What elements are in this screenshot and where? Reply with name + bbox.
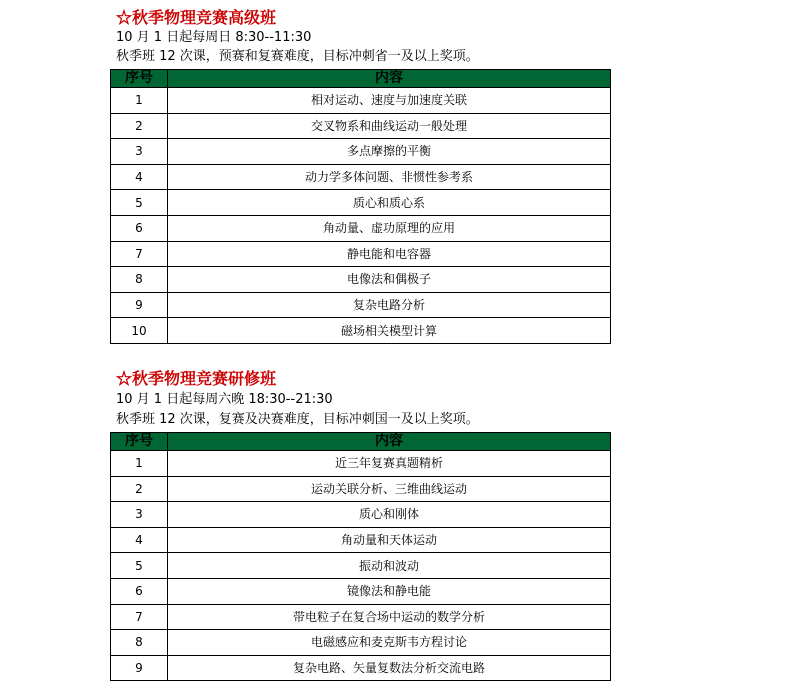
row-number: 5 — [111, 553, 168, 579]
schedule-text: 10 月 1 日起每周六晚 18:30--21:30 — [116, 392, 333, 407]
row-content: 相对运动、速度与加速度关联 — [168, 88, 611, 114]
row-content: 带电粒子在复合场中运动的数学分析 — [168, 604, 611, 630]
course-table — [110, 69, 611, 344]
row-content: 复杂电路、矢量复数法分析交流电路 — [168, 655, 611, 681]
table-row — [111, 476, 611, 502]
row-number: 6 — [111, 215, 168, 241]
row-number: 7 — [111, 604, 168, 630]
column-header-content: 内容 — [168, 433, 611, 451]
section-title: ☆秋季物理竞赛研修班 — [116, 369, 277, 388]
table-row — [111, 604, 611, 630]
row-content: 角动量、虚功原理的应用 — [168, 215, 611, 241]
description-text: 秋季班 12 次课，预赛和复赛难度，目标冲刺省一及以上奖项。 — [116, 49, 479, 64]
table-row — [111, 630, 611, 656]
table-row — [111, 113, 611, 139]
table-row — [111, 655, 611, 681]
column-header-number: 序号 — [111, 70, 168, 88]
table-row — [111, 215, 611, 241]
row-number: 8 — [111, 267, 168, 293]
row-number: 2 — [111, 113, 168, 139]
table-row — [111, 190, 611, 216]
table-row — [111, 292, 611, 318]
column-header-content: 内容 — [168, 70, 611, 88]
table-row — [111, 553, 611, 579]
schedule-text: 10 月 1 日起每周日 8:30--11:30 — [116, 30, 312, 45]
description-text: 秋季班 12 次课，复赛及决赛难度，目标冲刺国一及以上奖项。 — [116, 412, 479, 427]
row-content: 运动关联分析、三维曲线运动 — [168, 476, 611, 502]
section-title: ☆秋季物理竞赛高级班 — [116, 8, 277, 27]
table-row — [111, 578, 611, 604]
table-row — [111, 527, 611, 553]
row-number: 8 — [111, 630, 168, 656]
table-row — [111, 241, 611, 267]
row-content: 复杂电路分析 — [168, 292, 611, 318]
row-number: 5 — [111, 190, 168, 216]
course-table — [110, 432, 611, 681]
row-content: 近三年复赛真题精析 — [168, 451, 611, 477]
row-number: 3 — [111, 139, 168, 165]
row-number: 4 — [111, 527, 168, 553]
table-header-row — [111, 70, 611, 88]
row-content: 角动量和天体运动 — [168, 527, 611, 553]
row-content: 电磁感应和麦克斯韦方程讨论 — [168, 630, 611, 656]
table-row — [111, 267, 611, 293]
row-content: 振动和波动 — [168, 553, 611, 579]
row-content: 交叉物系和曲线运动一般处理 — [168, 113, 611, 139]
row-number: 10 — [111, 318, 168, 344]
row-content: 电像法和偶极子 — [168, 267, 611, 293]
row-content: 静电能和电容器 — [168, 241, 611, 267]
row-number: 7 — [111, 241, 168, 267]
row-number: 1 — [111, 88, 168, 114]
table-row — [111, 88, 611, 114]
row-number: 9 — [111, 655, 168, 681]
table-row — [111, 318, 611, 344]
row-number: 4 — [111, 164, 168, 190]
row-content: 质心和质心系 — [168, 190, 611, 216]
table-row — [111, 502, 611, 528]
row-content: 磁场相关模型计算 — [168, 318, 611, 344]
row-number: 9 — [111, 292, 168, 318]
table-header-row — [111, 433, 611, 451]
row-content: 动力学多体问题、非惯性参考系 — [168, 164, 611, 190]
table-row — [111, 139, 611, 165]
table-row — [111, 451, 611, 477]
row-number: 1 — [111, 451, 168, 477]
row-content: 质心和刚体 — [168, 502, 611, 528]
row-number: 2 — [111, 476, 168, 502]
table-row — [111, 164, 611, 190]
row-content: 镜像法和静电能 — [168, 578, 611, 604]
column-header-number: 序号 — [111, 433, 168, 451]
row-number: 3 — [111, 502, 168, 528]
row-content: 多点摩擦的平衡 — [168, 139, 611, 165]
row-number: 6 — [111, 578, 168, 604]
